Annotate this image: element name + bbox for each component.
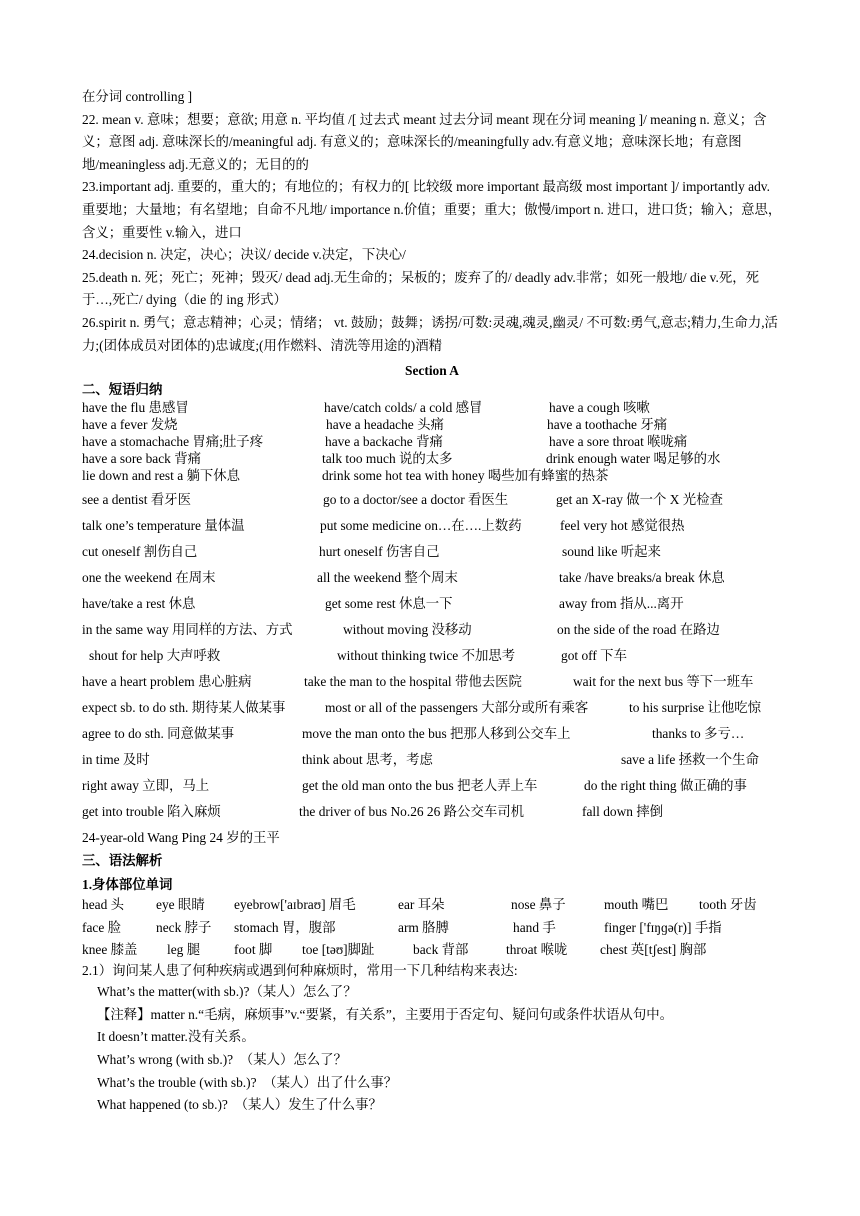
grammar-line: It doesn’t matter.没有关系。 bbox=[97, 1029, 255, 1045]
phrase: fall down 摔倒 bbox=[582, 804, 664, 820]
phrase: put some medicine on…在….上数药 bbox=[320, 518, 522, 534]
body-parts-row bbox=[82, 917, 782, 939]
phrase: 24-year-old Wang Ping 24 岁的王平 bbox=[82, 830, 280, 846]
body-part: back 背部 bbox=[413, 941, 469, 957]
body-part: face 脸 bbox=[82, 919, 122, 935]
body-part: toe [təʊ]脚趾 bbox=[302, 941, 375, 957]
body-part: tooth 牙齿 bbox=[699, 897, 757, 913]
phrase: cut oneself 割伤自己 bbox=[82, 544, 198, 560]
vocab-entry: 26.spirit n. 勇气；意志精神；心灵；情绪； vt. 鼓励；鼓舞；诱拐/可数:灵魂,魂灵,幽灵/ 不可数:勇气,意志;精力,生命力,活力;(团体成员对团体的)忠诚度;(用作燃料、清洗等用途的)酒精 bbox=[82, 314, 778, 353]
grammar-line: What’s the trouble (with sb.)? （某人）出了什么事？ bbox=[97, 1074, 398, 1090]
body-part: stomach 胃，腹部 bbox=[234, 919, 336, 935]
body-part: eyebrow['aɪbraʊ] 眉毛 bbox=[234, 897, 356, 913]
body-part: head 头 bbox=[82, 897, 125, 913]
phrase-row bbox=[82, 433, 782, 450]
phrase: in time 及时 bbox=[82, 752, 150, 768]
phrase: think about 思考，考虑 bbox=[302, 752, 433, 768]
phrase: most or all of the passengers 大部分或所有乘客 bbox=[325, 700, 589, 716]
phrase: have a backache 背痛 bbox=[325, 434, 443, 450]
phrase: expect sb. to do sth. 期待某人做某事 bbox=[82, 700, 286, 716]
vocab-entry: 在分词 controlling ] bbox=[82, 89, 193, 104]
grammar-line: What’s the matter(with sb.)?（某人）怎么了？ bbox=[97, 984, 357, 1000]
phrase: take /have breaks/a break 休息 bbox=[559, 570, 725, 586]
phrase: drink some hot tea with honey 喝些加有蜂蜜的热茶 bbox=[322, 468, 609, 484]
phrase: hurt oneself 伤害自己 bbox=[319, 544, 440, 560]
phrase: get into trouble 陷入麻烦 bbox=[82, 804, 221, 820]
phrase-row bbox=[82, 669, 782, 695]
phrase: have a fever 发烧 bbox=[82, 417, 178, 433]
body-part: arm 胳膊 bbox=[398, 919, 449, 935]
phrase: without thinking twice 不加思考 bbox=[337, 648, 516, 664]
phrase: have the flu 患感冒 bbox=[82, 400, 189, 416]
grammar-heading: 三、语法解析 bbox=[82, 853, 163, 869]
section-title: Section A bbox=[405, 363, 459, 379]
phrase: sound like 听起来 bbox=[562, 544, 661, 560]
phrase: one the weekend 在周末 bbox=[82, 570, 216, 586]
phrase-row bbox=[82, 695, 782, 721]
phrase-row bbox=[82, 416, 782, 433]
grammar-intro: 2.1）询问某人患了何种疾病或遇到何种麻烦时，常用一下几种结构来表达: bbox=[82, 963, 518, 979]
phrase: go to a doctor/see a doctor 看医生 bbox=[323, 492, 509, 508]
body-part: foot 脚 bbox=[234, 941, 273, 957]
grammar-line: What happened (to sb.)? （某人）发生了什么事？ bbox=[97, 1097, 382, 1113]
phrase-row bbox=[82, 825, 782, 851]
body-part: finger ['fɪŋɡə(r)] 手指 bbox=[604, 919, 722, 935]
phrase: without moving 没移动 bbox=[343, 622, 472, 638]
phrase: drink enough water 喝足够的水 bbox=[546, 451, 721, 467]
phrase-row bbox=[82, 565, 782, 591]
phrase: have a cough 咳嗽 bbox=[549, 400, 650, 416]
phrase: do the right thing 做正确的事 bbox=[584, 778, 747, 794]
body-parts-row bbox=[82, 939, 782, 961]
phrase: all the weekend 整个周末 bbox=[317, 570, 458, 586]
phrases-heading: 二、短语归纳 bbox=[82, 382, 163, 398]
phrase-row bbox=[82, 591, 782, 617]
phrase: have a sore back 背痛 bbox=[82, 451, 201, 467]
vocab-entry: 23.important adj. 重要的，重大的；有地位的；有权力的[ 比较级 more important 最高级 most important ]/ importantly adv.重要地；大量地；有名望地；自命不凡地/ importance n.价值；重要；重大；傲慢/import n. 进口，进口货；输入；意思，含义；重要性 v.输入，进口 bbox=[82, 179, 782, 240]
phrase: thanks to 多亏… bbox=[652, 726, 745, 742]
body-part: nose 鼻子 bbox=[511, 897, 566, 913]
phrase-row bbox=[82, 617, 782, 643]
vocab-entry: 25.death n. 死；死亡；死神；毁灭/ dead adj.无生命的；呆板的；废弃了的/ deadly adv.非常；如死一般地/ die v.死，死于…,死亡/ dying（die 的 ing 形式） bbox=[82, 269, 760, 308]
body-part: neck 脖子 bbox=[156, 919, 212, 935]
phrase: the driver of bus No.26 26 路公交车司机 bbox=[299, 804, 525, 820]
body-part: eye 眼睛 bbox=[156, 897, 205, 913]
phrase-row bbox=[82, 513, 782, 539]
phrase: save a life 拯救一个生命 bbox=[621, 752, 759, 768]
phrase: have a toothache 牙痛 bbox=[547, 417, 668, 433]
phrase-row bbox=[82, 747, 782, 773]
phrase: shout for help 大声呼救 bbox=[89, 648, 221, 664]
body-part: leg 腿 bbox=[167, 941, 201, 957]
phrase-row bbox=[82, 467, 782, 484]
phrase: have/catch colds/ a cold 感冒 bbox=[324, 400, 483, 416]
phrase: see a dentist 看牙医 bbox=[82, 492, 191, 508]
phrase: away from 指从...离开 bbox=[559, 596, 684, 612]
grammar-line: 【注释】matter n.“毛病，麻烦事”v.“要紧，有关系”，主要用于否定句、疑问句或条件状语从句中。 bbox=[97, 1006, 673, 1022]
phrase: have/take a rest 休息 bbox=[82, 596, 196, 612]
phrase: talk one’s temperature 量体温 bbox=[82, 518, 245, 534]
phrase: lie down and rest a 躺下休息 bbox=[82, 468, 241, 484]
phrase: move the man onto the bus 把那人移到公交车上 bbox=[302, 726, 571, 742]
phrase-row bbox=[82, 721, 782, 747]
phrase: have a heart problem 患心脏病 bbox=[82, 674, 252, 690]
phrase: have a stomachache 胃痛;肚子疼 bbox=[82, 434, 264, 450]
body-parts-heading: 1.身体部位单词 bbox=[82, 877, 173, 893]
body-part: mouth 嘴巴 bbox=[604, 897, 669, 913]
phrase-row bbox=[82, 643, 782, 669]
phrase-row bbox=[82, 450, 782, 467]
vocab-entry: 24.decision n. 决定，决心；决议/ decide v.决定，下决心/ bbox=[82, 247, 406, 263]
body-part: ear 耳朵 bbox=[398, 897, 445, 913]
phrase-row bbox=[82, 399, 782, 416]
vocab-entry: 22. mean v. 意味；想要；意欲; 用意 n. 平均值 /[ 过去式 meant 过去分词 meant 现在分词 meaning ]/ meaning n. 意义；含义；意图 adj. 意味深长的/meaningful adj. 有意义的；意味深长的/meaningfully adv.有意义地；意味深长地；有意图地/meaningless adj.无意义的；无目的的 bbox=[82, 111, 767, 172]
phrase: to his surprise 让他吃惊 bbox=[629, 700, 762, 716]
phrase: get the old man onto the bus 把老人弄上车 bbox=[302, 778, 538, 794]
phrase-row bbox=[82, 773, 782, 799]
phrase: in the same way 用同样的方法、方式 bbox=[82, 622, 293, 638]
phrase: right away 立即，马上 bbox=[82, 778, 210, 794]
body-part: throat 喉咙 bbox=[506, 941, 568, 957]
grammar-line: What’s wrong (with sb.)? （某人）怎么了？ bbox=[97, 1052, 347, 1068]
phrase: have a sore throat 喉咙痛 bbox=[549, 434, 688, 450]
document-page bbox=[82, 86, 782, 1117]
phrase-row bbox=[82, 799, 782, 825]
phrase-row bbox=[82, 539, 782, 565]
body-part: knee 膝盖 bbox=[82, 941, 138, 957]
phrase: got off 下车 bbox=[561, 648, 627, 664]
phrase: wait for the next bus 等下一班车 bbox=[573, 674, 754, 690]
body-part: chest 英[tʃest] 胸部 bbox=[600, 941, 707, 957]
phrase: talk too much 说的太多 bbox=[322, 451, 453, 467]
body-parts-row bbox=[82, 894, 782, 916]
phrase: take the man to the hospital 带他去医院 bbox=[304, 674, 522, 690]
body-part: hand 手 bbox=[513, 919, 556, 935]
phrase: feel very hot 感觉很热 bbox=[560, 518, 685, 534]
phrase: get an X-ray 做一个 X 光检查 bbox=[556, 492, 723, 508]
phrase: agree to do sth. 同意做某事 bbox=[82, 726, 235, 742]
phrase-row bbox=[82, 487, 782, 513]
phrase: on the side of the road 在路边 bbox=[557, 622, 720, 638]
phrase: have a headache 头痛 bbox=[326, 417, 444, 433]
phrase: get some rest 休息一下 bbox=[325, 596, 453, 612]
